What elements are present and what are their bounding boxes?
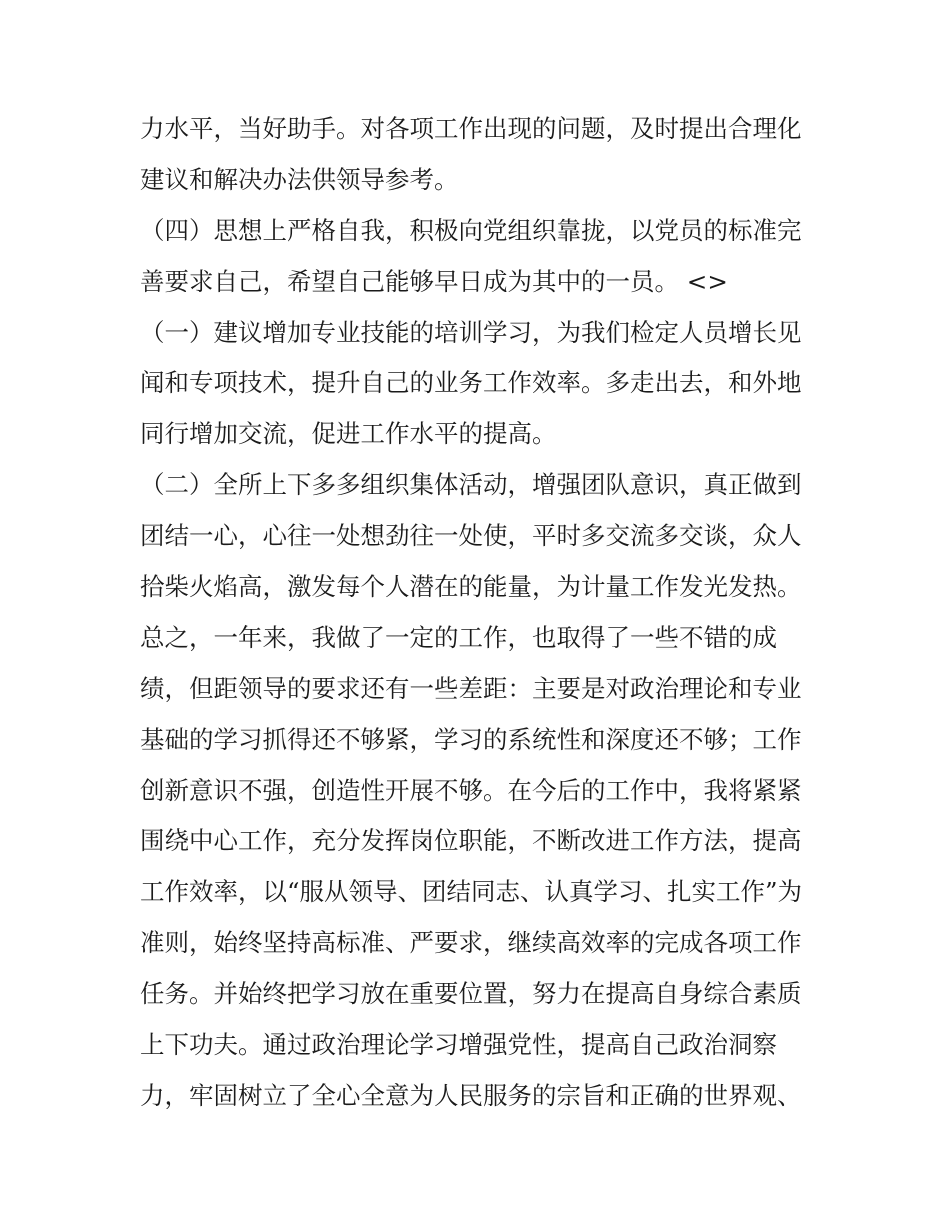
text-line: 创新意识不强，创造性开展不够。在今后的工作中，我将紧紧 — [140, 775, 802, 805]
text-line: 基础的学习抓得还不够紧，学习的系统性和深度还不够；工作 — [140, 724, 802, 754]
text-line: 围绕中心工作，充分发挥岗位职能，不断改进工作方法，提高 — [140, 826, 802, 856]
text-line: 建议和解决办法供领导参考。 — [140, 164, 459, 194]
text-line: （一）建议增加专业技能的培训学习，为我们检定人员增长见 — [140, 317, 802, 347]
text-line: 准则，始终坚持高标准、严要求，继续高效率的完成各项工作 — [140, 928, 802, 958]
text-line: 闻和专项技术，提升自己的业务工作效率。多走出去，和外地 — [140, 368, 802, 398]
text-line: 工作效率，以“服从领导、团结同志、认真学习、扎实工作”为 — [140, 877, 803, 907]
text-line: 拾柴火焰高，激发每个人潜在的能量，为计量工作发光发热。 — [140, 572, 802, 602]
text-line: 力，牢固树立了全心全意为人民服务的宗旨和正确的世界观、 — [140, 1080, 802, 1110]
text-line: （四）思想上严格自我，积极向党组织靠拢，以党员的标准完 — [140, 215, 802, 245]
text-line: 善要求自己，希望自己能够早日成为其中的一员。 <> — [140, 266, 728, 296]
document-body — [140, 104, 830, 1122]
text-line: 绩，但距领导的要求还有一些差距：主要是对政治理论和专业 — [140, 673, 802, 703]
text-line: 任务。并始终把学习放在重要位置，努力在提高自身综合素质 — [140, 979, 802, 1009]
text-line: 上下功夫。通过政治理论学习增强党性，提高自己政治洞察 — [140, 1030, 777, 1060]
text-line: 力水平，当好助手。对各项工作出现的问题，及时提出合理化 — [140, 114, 802, 143]
text-line: 总之，一年来，我做了一定的工作，也取得了一些不错的成 — [140, 622, 777, 652]
text-line: （二）全所上下多多组织集体活动，增强团队意识，真正做到 — [140, 470, 802, 500]
text-line: 团结一心，心往一处想劲往一处使，平时多交流多交谈，众人 — [140, 521, 802, 551]
text-line: 同行增加交流，促进工作水平的提高。 — [140, 419, 557, 449]
